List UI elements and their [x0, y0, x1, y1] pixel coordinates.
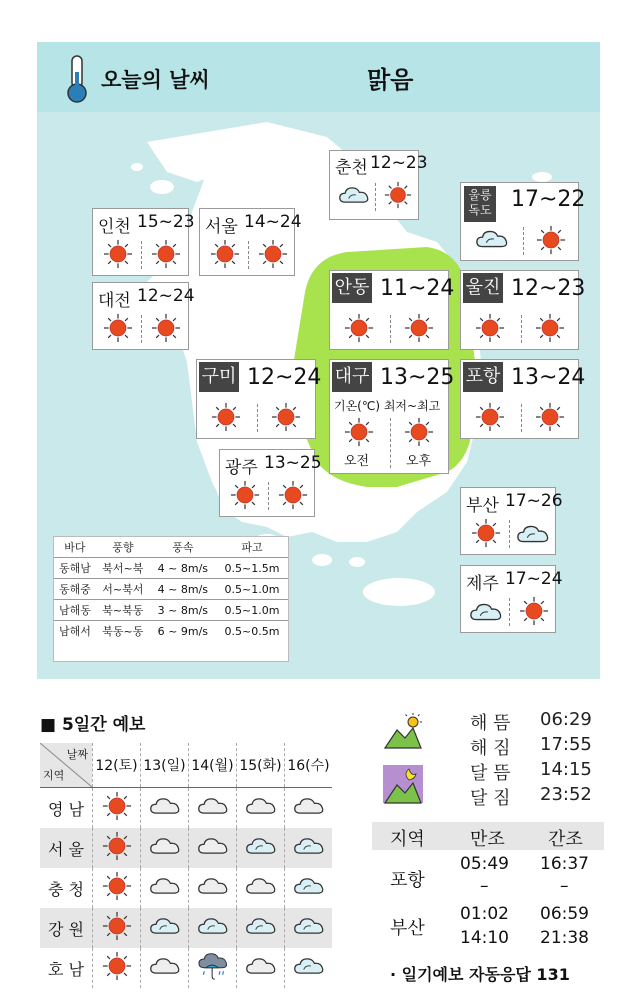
sun-icon [102, 911, 132, 941]
moonset-label: 달 짐 [470, 788, 511, 809]
partly-cloudy-icon [245, 915, 277, 937]
sun-icon [536, 225, 566, 255]
partly-cloudy-icon [293, 835, 325, 857]
sun-icon [151, 313, 181, 343]
wind-speed: 3 ~ 8m/s [150, 600, 216, 621]
divider [390, 315, 391, 343]
high-tide-time: 14:10 [460, 928, 509, 948]
wave-height: 0.5~1.5m [216, 558, 288, 579]
partly-cloudy-icon [197, 915, 229, 937]
day-header: 15(화) [237, 743, 285, 788]
forecast-table [40, 743, 332, 979]
city-card-pohang [460, 359, 586, 439]
divider [257, 404, 258, 432]
city-temp: 13~25 [264, 453, 322, 473]
city-temp: 17~26 [505, 491, 563, 511]
day-header: 13(일) [141, 743, 189, 788]
city-name: 춘천 [335, 158, 368, 178]
wind-direction: 북~북동 [96, 600, 150, 621]
region-label: 강 원 [40, 908, 93, 948]
table-row [54, 579, 288, 600]
sunrise-label: 해 뜸 [470, 713, 511, 734]
page-title: 오늘의 날씨 [101, 68, 210, 92]
sun-icon [102, 871, 132, 901]
city-card-incheon [92, 208, 195, 276]
forecast-cell [237, 908, 285, 948]
table-row [40, 908, 332, 948]
city-temp: 13~25 [380, 365, 455, 390]
sea-area: 남해동 [54, 600, 96, 621]
partly-cloudy-icon [293, 915, 325, 937]
low-tide-time: 06:59 [540, 904, 589, 924]
divider [375, 183, 376, 211]
forecast-cell [93, 868, 141, 908]
cloud-icon [197, 875, 229, 897]
cloud-icon [293, 795, 325, 817]
sun-icon [151, 239, 181, 269]
wave-height: 0.5~1.0m [216, 579, 288, 600]
city-temp: 15~23 [137, 212, 195, 232]
city-temp: 12~23 [511, 276, 586, 301]
sun-icon [271, 402, 301, 432]
high-tide-time: 01:02 [460, 904, 509, 924]
city-card-uljin [460, 270, 586, 350]
table-row [54, 621, 288, 642]
forecast-cell [237, 828, 285, 868]
forecast-cell [285, 908, 333, 948]
table-row [54, 600, 288, 621]
sea-area: 남해서 [54, 621, 96, 642]
sunrise-mountain-icon [383, 712, 423, 750]
city-badge: 포항 [463, 362, 503, 392]
island [150, 180, 174, 194]
city-card-andong [329, 270, 455, 350]
city-temp: 14~24 [244, 212, 302, 232]
sun-icon [535, 313, 565, 343]
thermometer-icon [64, 54, 90, 104]
partly-cloudy-icon [516, 522, 550, 546]
city-temp: 11~24 [380, 276, 455, 301]
city-badge: 대구 [332, 362, 372, 392]
city-badge [464, 186, 496, 222]
high-tide-time: – [480, 876, 489, 896]
wind-speed: 6 ~ 9m/s [150, 621, 216, 642]
partly-cloudy-icon [338, 184, 370, 206]
city-card-seoul [199, 208, 302, 276]
divider [521, 315, 522, 343]
city-card-busan [460, 487, 563, 555]
low-tide-time: 16:37 [540, 854, 589, 874]
am-label: 오전 [344, 454, 370, 469]
sun-icon [384, 181, 412, 209]
divider [268, 482, 269, 510]
weather-condition: 맑음 [367, 66, 414, 94]
divider [523, 227, 524, 255]
city-card-ulleung [460, 182, 586, 261]
sun-icon [475, 402, 505, 432]
sun-icon [404, 417, 434, 447]
city-temp: 12~23 [370, 153, 428, 173]
wave-height: 0.5~0.5m [216, 621, 288, 642]
sun-icon [103, 239, 133, 269]
partly-cloudy-icon [469, 600, 503, 624]
island [312, 554, 332, 566]
forecast-cell [141, 828, 189, 868]
land-ulleung [532, 172, 552, 182]
city-temp: 17~22 [511, 187, 586, 212]
region-label: 충 청 [48, 879, 84, 899]
sun-icon [535, 402, 565, 432]
table-row [40, 788, 332, 829]
sea-header: 파고 [241, 541, 263, 554]
wind-speed: 4 ~ 8m/s [150, 579, 216, 600]
forecast-cell [189, 868, 237, 908]
city-card-daegu [329, 359, 455, 474]
moonrise-time: 14:15 [540, 759, 592, 780]
table-row [40, 868, 332, 908]
sun-icon [258, 239, 288, 269]
table-row [54, 558, 288, 579]
sun-icon [519, 596, 549, 626]
tide-region: 부산 [390, 918, 425, 939]
divider [521, 404, 522, 432]
sunrise-time: 06:29 [540, 709, 592, 730]
forecast-cell [285, 868, 333, 908]
forecast-cell [285, 788, 333, 829]
forecast-cell [189, 908, 237, 948]
cloud-icon [149, 795, 181, 817]
city-name: 대전 [98, 291, 131, 311]
day-header: 16(수) [285, 743, 333, 788]
sun-icon [102, 951, 132, 981]
city-card-gwangju [219, 449, 322, 517]
wind-speed: 4 ~ 8m/s [150, 558, 216, 579]
region-label: 서 울 [40, 828, 93, 868]
day-header: 12(토) [93, 743, 141, 788]
moonset-time: 23:52 [540, 784, 592, 805]
city-badge: 안동 [332, 273, 372, 303]
city-name-line2: 독도 [468, 203, 492, 217]
divider [390, 418, 391, 468]
sunset-time: 17:55 [540, 734, 592, 755]
partly-cloudy-icon [293, 955, 325, 977]
forecast-cell [285, 828, 333, 868]
sun-icon [344, 313, 374, 343]
corner-region-label: 지역 [43, 769, 65, 782]
sea-area: 동해남 [54, 558, 96, 579]
city-temp: 12~24 [137, 286, 195, 306]
wave-height: 0.5~1.0m [216, 600, 288, 621]
cloud-icon [149, 955, 181, 977]
high-tide-time: 05:49 [460, 854, 509, 874]
city-temp: 13~24 [511, 365, 586, 390]
cloud-icon [245, 795, 277, 817]
city-temp: 12~24 [247, 365, 322, 390]
city-temp: 17~24 [505, 569, 563, 589]
island [349, 557, 365, 567]
wind-direction: 서~북서 [96, 579, 150, 600]
sun-icon [344, 417, 374, 447]
city-name: 광주 [225, 458, 258, 478]
sea-conditions-table [53, 536, 289, 662]
cloud-icon [245, 955, 277, 977]
table-row [40, 828, 332, 868]
temp-note: 기온(℃) 최저~최고 [334, 399, 441, 413]
sea-header: 풍속 [172, 541, 194, 554]
moonrise-mountain-icon [383, 765, 423, 805]
sun-icon [210, 239, 240, 269]
cloud-icon [149, 875, 181, 897]
city-name: 제주 [466, 574, 499, 594]
forecast-cell [189, 948, 237, 988]
partly-cloudy-icon [475, 227, 509, 251]
forecast-cell [285, 948, 333, 988]
wind-direction: 북동~동 [96, 621, 150, 642]
sea-area: 동해중 [54, 579, 96, 600]
forecast-title: ■ 5일간 예보 [40, 715, 146, 735]
region-label: 호 남 [48, 959, 84, 979]
land-jeju [363, 578, 435, 606]
partly-cloudy-icon [293, 875, 325, 897]
city-card-chuncheon [329, 150, 428, 220]
sea-header: 풍향 [112, 541, 134, 554]
divider [141, 315, 142, 343]
table-row [40, 948, 332, 988]
city-name: 부산 [466, 496, 499, 516]
forecast-cell [141, 788, 189, 829]
forecast-cell [141, 948, 189, 988]
cloud-icon [245, 875, 277, 897]
divider [141, 241, 142, 269]
corner-cell [40, 743, 93, 788]
city-name: 인천 [98, 217, 131, 237]
divider [509, 598, 510, 626]
sun-icon [278, 480, 308, 510]
sun-icon [471, 518, 501, 548]
city-card-gumi [196, 359, 322, 439]
pm-label: 오후 [406, 454, 432, 469]
tide-header: 지역 [390, 829, 425, 850]
cloud-icon [149, 835, 181, 857]
city-name-line1: 울릉 [468, 188, 492, 202]
tide-header: 간조 [548, 829, 583, 850]
forecast-cell [189, 828, 237, 868]
day-header: 14(월) [189, 743, 237, 788]
divider [248, 241, 249, 269]
forecast-cell [93, 788, 141, 829]
forecast-cell [141, 868, 189, 908]
forecast-cell [237, 788, 285, 829]
footer-phone-info: · 일기예보 자동응답 131 [390, 965, 570, 984]
sun-icon [103, 313, 133, 343]
island [131, 163, 143, 171]
city-card-daejeon [92, 282, 195, 350]
partly-cloudy-icon [149, 915, 181, 937]
sun-icon [404, 313, 434, 343]
forecast-cell [237, 948, 285, 988]
region-label: 영 남 [48, 799, 84, 819]
city-card-jeju [460, 565, 563, 633]
sun-icon [230, 480, 260, 510]
forecast-cell [189, 788, 237, 829]
sun-icon [102, 831, 132, 861]
wind-direction: 북서~북 [96, 558, 150, 579]
moonrise-label: 달 뜸 [470, 763, 511, 784]
sun-icon [211, 402, 241, 432]
forecast-cell [93, 948, 141, 988]
corner-date-label: 날짜 [66, 748, 88, 761]
cloud-icon [197, 835, 229, 857]
forecast-cell [141, 908, 189, 948]
partly-cloudy-icon [245, 835, 277, 857]
city-badge: 울진 [463, 273, 503, 303]
low-tide-time: 21:38 [540, 928, 589, 948]
tide-header: 만조 [470, 829, 505, 850]
forecast-cell [93, 908, 141, 948]
divider [509, 520, 510, 548]
tide-region: 포항 [390, 870, 425, 891]
sun-icon [475, 313, 505, 343]
forecast-cell [93, 828, 141, 868]
city-badge: 구미 [199, 362, 239, 392]
sea-header: 바다 [64, 541, 86, 554]
rain-umbrella-icon [197, 952, 229, 980]
forecast-cell [237, 868, 285, 908]
sun-icon [102, 791, 132, 821]
low-tide-time: – [560, 876, 569, 896]
city-name: 서울 [205, 217, 238, 237]
sunset-label: 해 짐 [470, 738, 511, 759]
cloud-icon [197, 795, 229, 817]
